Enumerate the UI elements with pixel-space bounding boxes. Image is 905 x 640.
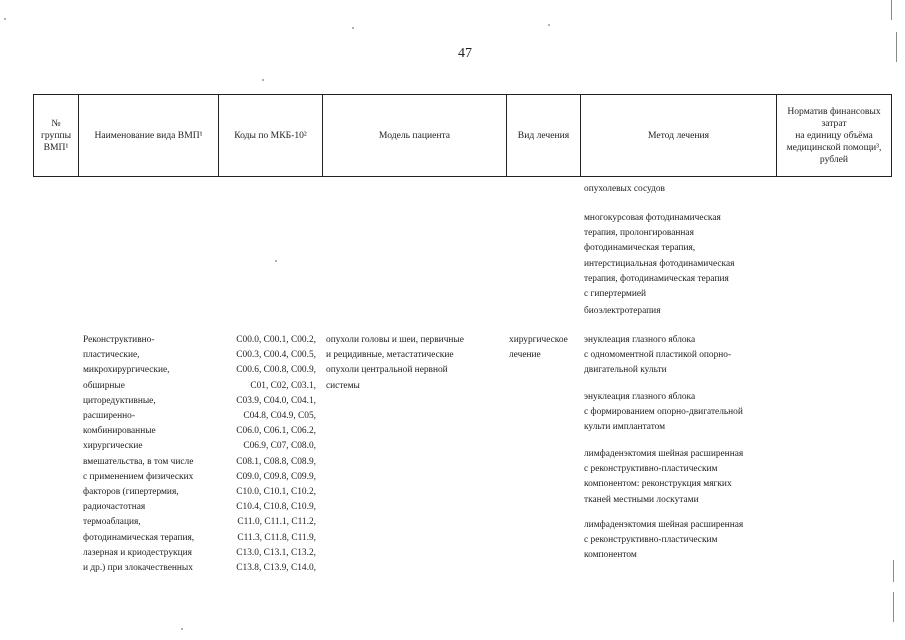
header-group-no: № группы ВМП¹ (40, 117, 72, 153)
header-vmp-name: Наименование вида ВМП¹ (94, 129, 203, 141)
page-number: 47 (458, 46, 472, 61)
method-item: многокурсовая фотодинамическая терапия, пролонгированная фотодинамическая терапия, интерстициальная фотодинамическая терапия, фотодинамическая терапия с гипертермией (584, 213, 735, 300)
method-item: энуклеация глазного яблока с формированием опорно-двигательной культи имплантатом (584, 392, 743, 433)
vmp-name-cell: Реконструктивно- пластические, микрохирургические, обширные циторедуктивные, расширенно- комбинированные хирургические вмешательства, в том числе с применением физических факторов (гипертермия, радиочастотная термоаблация, фотодинамическая терапия, лазерная и криодеструкция и др.) при злокачественных (83, 335, 195, 574)
treatment-type-cell: хирургическое лечение (509, 335, 568, 361)
method-item: опухолевых сосудов (584, 184, 665, 194)
icd-codes-cell: C00.0, C00.1, C00.2, C00.3, C00.4, C00.5, C00.6, C00.8, C00.9, C01, C02, C03.1, C03.9, C04.0, C04.1, C04.8, C04.9, C05, C06.0, C06.1, C06.2, C06.9, C07, C08.0, C08.1, C08.8, C08.9, C09.0, C09.8, C09.9, C10.0, C10.1, C10.2, C10.4, C10.8, C10.9, C11.0, C11.1, C11.2, C11.3, C11.8, C11.9, C13.0, C13.1, C13.2, C13.8, C13.9, C14.0, (236, 335, 316, 574)
header-patient-model: Модель пациента (378, 129, 451, 141)
method-item: лимфаденэктомия шейная расширенная с реконструктивно-пластическим компонентом: реконструкция мягких тканей местными лоскутами (584, 449, 744, 505)
header-treatment-method: Метод лечения (647, 129, 710, 141)
header-treatment-type: Вид лечения (517, 129, 570, 141)
method-item: лимфаденэктомия шейная расширенная с реконструктивно-пластическим компонентом (584, 520, 744, 561)
method-item: биоэлектротерапия (584, 306, 661, 316)
patient-model-cell: опухоли головы и шеи, первичные и рецидивные, метастатические опухоли центральной нервной системы (326, 335, 464, 391)
method-item: энуклеация глазного яблока с одномоментной пластикой опорно- двигательной культи (584, 335, 732, 376)
header-icd-codes: Коды по МКБ-10² (234, 129, 307, 141)
header-cost-norm: Норматив финансовых затрат на единицу объёма медицинской помощи³, рублей (786, 105, 882, 165)
